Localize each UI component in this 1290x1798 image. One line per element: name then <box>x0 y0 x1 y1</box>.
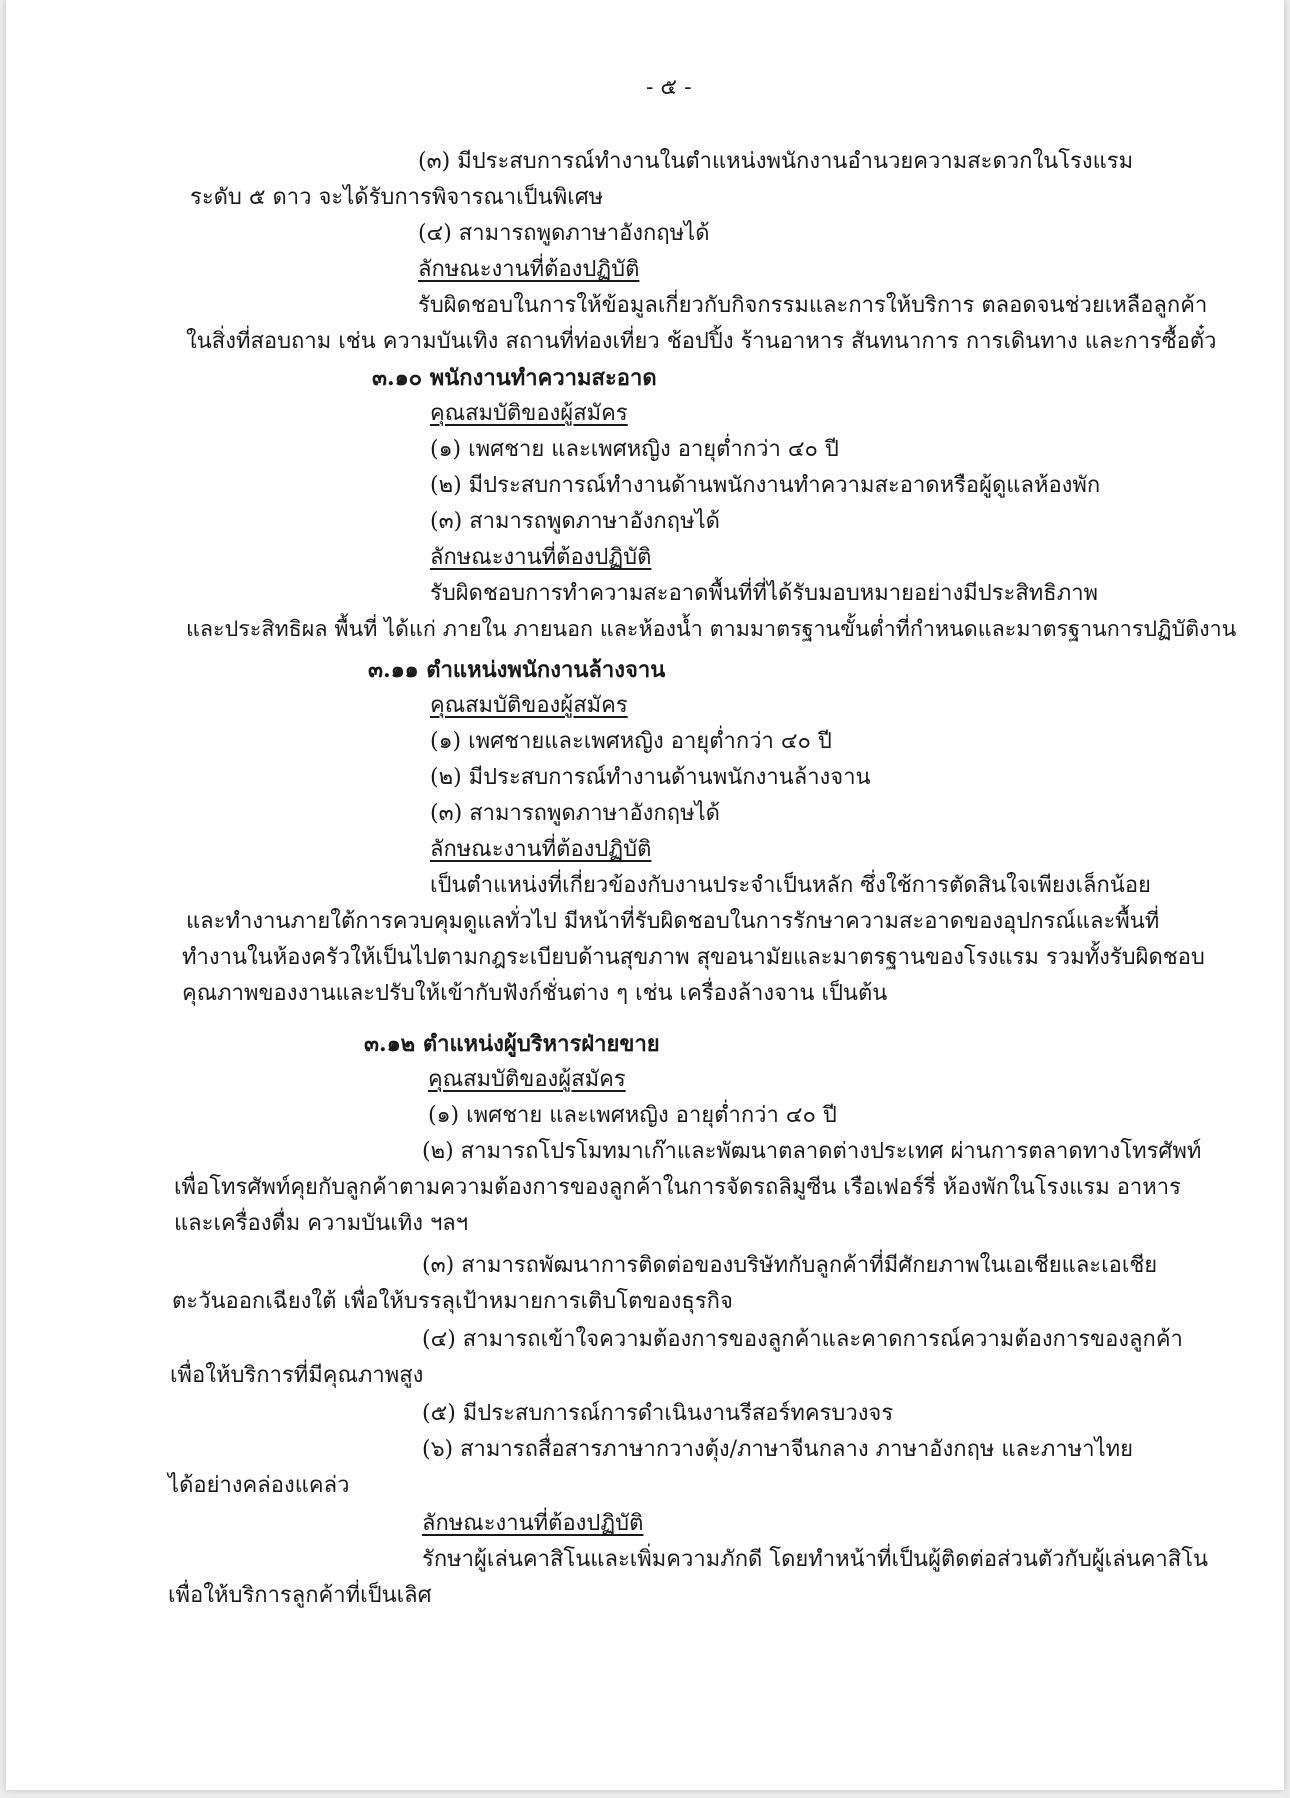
qualification-item-continued: เพื่อโทรศัพท์คุยกับลูกค้าตามความต้องการของลูกค้าในการจัดรถลิมูซีน เรือเฟอร์รี่ ห้องพักในโรงแรม อาหาร <box>174 1175 1181 1200</box>
duties-text: ทำงานในห้องครัวให้เป็นไปตามกฎระเบียบด้านสุขภาพ สุขอนามัยและมาตรฐานของโรงแรม รวมทั้งรับผิดชอบ <box>182 945 1205 970</box>
qualifications-heading: คุณสมบัติของผู้สมัคร <box>430 401 628 426</box>
qualifications-heading: คุณสมบัติของผู้สมัคร <box>428 1067 626 1092</box>
qualification-item-continued: ตะวันออกเฉียงใต้ เพื่อให้บรรลุเป้าหมายการเติบโตของธุรกิจ <box>172 1289 733 1314</box>
section-heading: ๓.๑๑ ตำแหน่งพนักงานล้างจาน <box>368 657 666 683</box>
qualification-item: (๓) สามารถพูดภาษาอังกฤษได้ <box>430 509 720 534</box>
duties-text: และทำงานภายใต้การควบคุมดูแลทั่วไป มีหน้าที่รับผิดชอบในการรักษาความสะอาดของอุปกรณ์และพื้นที่ <box>186 909 1160 934</box>
qualification-item: (๔) สามารถเข้าใจความต้องการของลูกค้าและคาดการณ์ความต้องการของลูกค้า <box>422 1327 1183 1352</box>
qualification-item: (๕) มีประสบการณ์การดำเนินงานรีสอร์ทครบวงจร <box>422 1401 894 1426</box>
duties-text: เป็นตำแหน่งที่เกี่ยวข้องกับงานประจำเป็นหลัก ซึ่งใช้การตัดสินใจเพียงเล็กน้อย <box>430 873 1151 898</box>
duties-heading: ลักษณะงานที่ต้องปฏิบัติ <box>422 1511 644 1536</box>
duties-heading: ลักษณะงานที่ต้องปฏิบัติ <box>418 257 640 282</box>
duties-text: คุณภาพของงานและปรับให้เข้ากับฟังก์ชั่นต่าง ๆ เช่น เครื่องล้างจาน เป็นต้น <box>182 981 888 1006</box>
qualification-item: (๒) มีประสบการณ์ทำงานด้านพนักงานล้างจาน <box>430 765 871 790</box>
qualification-item-continued: ระดับ ๕ ดาว จะได้รับการพิจารณาเป็นพิเศษ <box>190 185 604 210</box>
duties-heading: ลักษณะงานที่ต้องปฏิบัติ <box>430 837 652 862</box>
duties-text: เพื่อให้บริการลูกค้าที่เป็นเลิศ <box>168 1583 432 1608</box>
section-heading: ๓.๑๒ ตำแหน่งผู้บริหารฝ่ายขาย <box>364 1031 660 1057</box>
document-page <box>6 0 1284 1790</box>
qualification-item: (๓) สามารถพูดภาษาอังกฤษได้ <box>430 801 720 826</box>
qualification-item: (๖) สามารถสื่อสารภาษากวางตุ้ง/ภาษาจีนกลาง ภาษาอังกฤษ และภาษาไทย <box>422 1437 1134 1462</box>
qualification-item: (๓) สามารถพัฒนาการติดต่อของบริษัทกับลูกค้าที่มีศักยภาพในเอเชียและเอเชีย <box>422 1253 1158 1278</box>
qualification-item: (๑) เพศชาย และเพศหญิง อายุต่ำกว่า ๔๐ ปี <box>430 437 839 462</box>
duties-text: และประสิทธิผล พื้นที่ ได้แก่ ภายใน ภายนอก และห้องน้ำ ตามมาตรฐานขั้นต่ำที่กำหนดและมาตรฐานการปฏิบัติงาน <box>186 617 1237 642</box>
qualification-item-continued: และเครื่องดื่ม ความบันเทิง ฯลฯ <box>174 1211 469 1236</box>
qualification-item-continued: ได้อย่างคล่องแคล่ว <box>168 1473 350 1498</box>
duties-text: รับผิดชอบการทำความสะอาดพื้นที่ที่ได้รับมอบหมายอย่างมีประสิทธิภาพ <box>430 581 1099 606</box>
section-heading: ๓.๑๐ พนักงานทำความสะอาด <box>372 365 657 391</box>
qualifications-heading: คุณสมบัติของผู้สมัคร <box>430 693 628 718</box>
qualification-item: (๔) สามารถพูดภาษาอังกฤษได้ <box>418 221 710 246</box>
duties-text: ในสิ่งที่สอบถาม เช่น ความบันเทิง สถานที่ท่องเที่ยว ช้อปปิ้ง ร้านอาหาร สันทนาการ การเดินทาง และการซื้อตั๋ว <box>186 329 1217 354</box>
qualification-item: (๑) เพศชายและเพศหญิง อายุต่ำกว่า ๔๐ ปี <box>430 729 832 754</box>
qualification-item: (๒) สามารถโปรโมทมาเก๊าและพัฒนาตลาดต่างประเทศ ผ่านการตลาดทางโทรศัพท์ <box>422 1139 1202 1164</box>
qualification-item: (๑) เพศชาย และเพศหญิง อายุต่ำกว่า ๔๐ ปี <box>428 1103 837 1128</box>
page-number: - ๕ - <box>646 75 692 100</box>
qualification-item: (๒) มีประสบการณ์ทำงานด้านพนักงานทำความสะอาดหรือผู้ดูแลห้องพัก <box>430 473 1101 498</box>
qualification-item: (๓) มีประสบการณ์ทำงานในตำแหน่งพนักงานอำนวยความสะดวกในโรงแรม <box>418 149 1134 174</box>
qualification-item-continued: เพื่อให้บริการที่มีคุณภาพสูง <box>170 1363 424 1388</box>
duties-text: รักษาผู้เล่นคาสิโนและเพิ่มความภักดี โดยทำหน้าที่เป็นผู้ติดต่อส่วนตัวกับผู้เล่นคาสิโน <box>422 1547 1209 1572</box>
duties-text: รับผิดชอบในการให้ข้อมูลเกี่ยวกับกิจกรรมและการให้บริการ ตลอดจนช่วยเหลือลูกค้า <box>418 293 1208 318</box>
duties-heading: ลักษณะงานที่ต้องปฏิบัติ <box>430 545 652 570</box>
